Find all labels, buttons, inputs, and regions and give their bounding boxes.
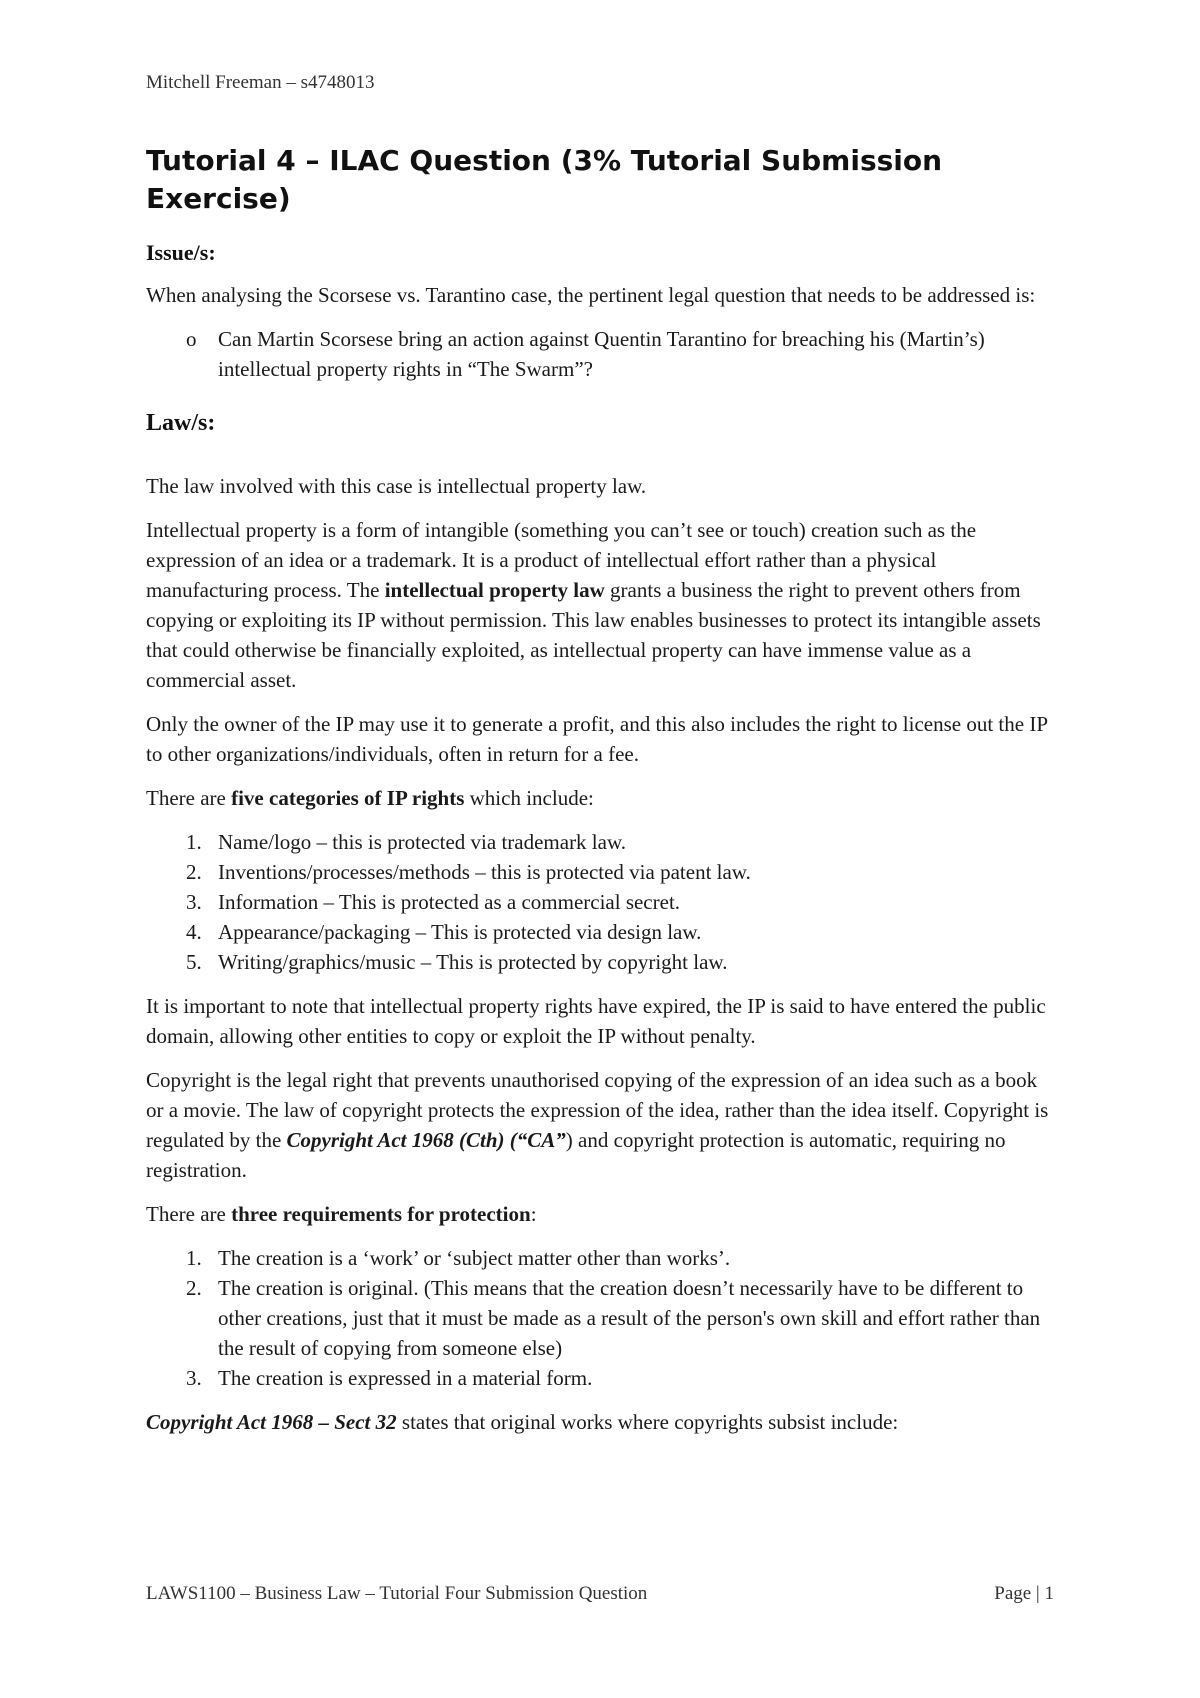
list-item-text: Appearance/packaging – This is protected via design law. — [218, 920, 702, 944]
list-item-text: The creation is a ‘work’ or ‘subject matter other than works’. — [218, 1246, 731, 1270]
list-item-text: The creation is expressed in a material form. — [218, 1366, 593, 1390]
text-run: Copyright is the legal right that prevents unauthorised copying of the expression of an idea such as a book or a movie. The law of copyright protects the expression of the idea, rather than the idea itself. Copyright is regulated by the — [146, 1068, 1049, 1152]
text-run: Intellectual property is a form of intangible (something you can’t see or touch) creation such as the expression of an idea or a trademark. It is a product of intellectual effort rather than a physical manufacturing process. The — [146, 518, 977, 602]
law-paragraph-3: Only the owner of the IP may use it to generate a profit, and this also includes the right to license out the IP to other organizations/individuals, often in return for a fee. — [146, 712, 1048, 766]
list-item-text: The creation is original. (This means that the creation doesn’t necessarily have to be different to other creations, just that it must be made as a result of the person's own skill and effort rather than the result of copying from someone else) — [218, 1276, 1041, 1360]
law-paragraph-7 — [146, 1199, 1056, 1229]
law-paragraph-1: The law involved with this case is intellectual property law. — [146, 474, 647, 498]
list-item: 2. Inventions/processes/methods – this is protected via patent law. — [186, 860, 751, 884]
text-run: : — [530, 1202, 537, 1226]
list-item-text: Writing/graphics/music – This is protected by copyright law. — [218, 950, 728, 974]
bullet-marker: o — [186, 327, 197, 351]
issue-bullet-text: Can Martin Scorsese bring an action against Quentin Tarantino for breaching his (Martin’s) intellectual property rights in “The Swarm”? — [218, 327, 985, 381]
text-run: There are — [146, 1202, 232, 1226]
law-paragraph-5: It is important to note that intellectual property rights have expired, the IP is said to have entered the public domain, allowing other entities to copy or exploit the IP without penalty. — [146, 994, 1046, 1048]
list-item: 3. Information – This is protected as a commercial secret. — [186, 890, 681, 914]
act-citation: Copyright Act 1968 (Cth) (“CA” — [286, 1128, 566, 1152]
issue-bullet — [186, 324, 1056, 384]
page-footer — [146, 1583, 1054, 1605]
list-item: 1. The creation is a ‘work’ or ‘subject matter other than works’. — [186, 1246, 731, 1270]
page-number: Page | 1 — [994, 1583, 1054, 1604]
bold-term: intellectual property law — [384, 578, 605, 602]
list-item: 1. Name/logo – this is protected via trademark law. — [186, 830, 627, 854]
act-citation: Copyright Act 1968 – Sect 32 — [146, 1410, 397, 1434]
issue-intro: When analysing the Scorsese vs. Tarantino case, the pertinent legal question that needs to be addressed is: — [146, 283, 1036, 307]
text-run: which include: — [464, 786, 594, 810]
text-run: There are — [146, 786, 232, 810]
issue-bullets — [146, 324, 1056, 384]
ip-categories-list — [146, 827, 1056, 977]
list-item: 2. The creation is original. (This means that the creation doesn’t necessarily have to be different to other creations, just that it must be made as a result of the person's own skill and effort rather than the result of copying from someone else) — [186, 1276, 1041, 1360]
list-item: 3. The creation is expressed in a material form. — [186, 1366, 593, 1390]
law-paragraph-4 — [146, 783, 1056, 813]
law-heading: Law/s: — [146, 410, 216, 436]
text-run: states that original works where copyrights subsist include: — [396, 1410, 899, 1434]
law-paragraph-2 — [146, 515, 1056, 695]
list-item-text: Inventions/processes/methods – this is protected via patent law. — [218, 860, 751, 884]
law-paragraph-8 — [146, 1407, 1056, 1437]
document-body — [146, 142, 1056, 1451]
issue-heading: Issue/s: — [146, 240, 216, 265]
text-run: ) and copyright protection is automatic, requiring no registration. — [146, 1128, 1006, 1182]
requirements-list — [146, 1243, 1056, 1393]
text-run: grants a business the right to prevent others from copying or exploiting its IP without permission. This law enables businesses to protect its intangible assets that could otherwise be financially exploited, as intellectual property can have immense value as a commercial asset. — [146, 578, 1041, 692]
bold-term: five categories of IP rights — [231, 786, 465, 810]
law-paragraph-6 — [146, 1065, 1056, 1185]
footer-course: LAWS1100 – Business Law – Tutorial Four Submission Question — [146, 1583, 648, 1604]
list-item: 5. Writing/graphics/music – This is protected by copyright law. — [186, 950, 728, 974]
bold-term: three requirements for protection — [231, 1202, 531, 1226]
list-item: 4. Appearance/packaging – This is protected via design law. — [186, 920, 702, 944]
list-item-text: Name/logo – this is protected via trademark law. — [218, 830, 627, 854]
list-item-text: Information – This is protected as a commercial secret. — [218, 890, 681, 914]
page-header: Mitchell Freeman – s4748013 — [146, 72, 375, 93]
document-title: Tutorial 4 – ILAC Question (3% Tutorial Submission Exercise) — [146, 144, 943, 215]
